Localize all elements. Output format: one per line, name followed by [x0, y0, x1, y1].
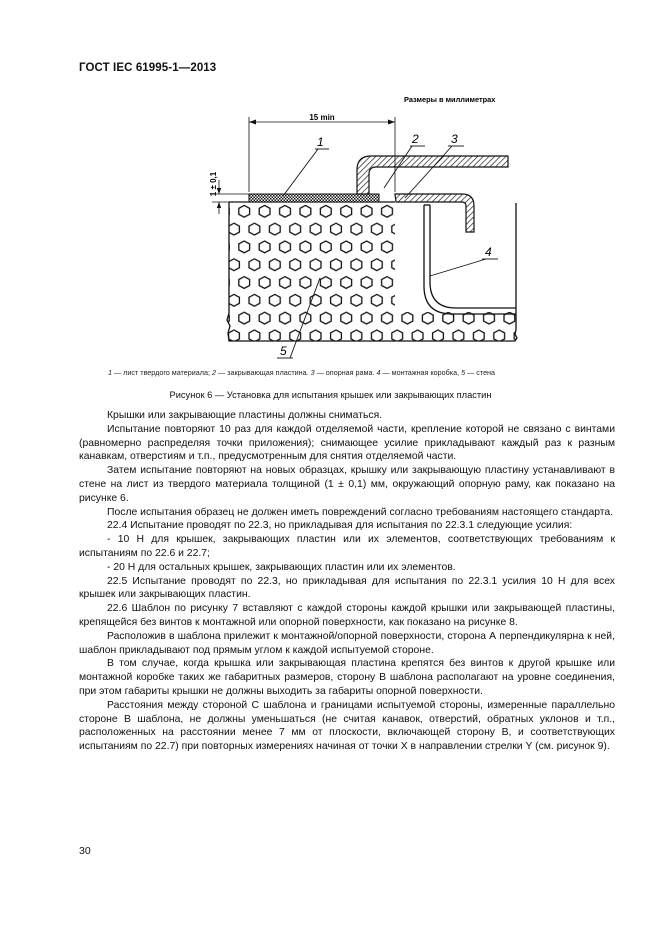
paragraph: Расстояния между стороной С шаблона и границами испытуемой стороны, измеренные параллельно стороне В шаблона, не должны уменьшаться (не считая канавок, отверстий, обратных уклонов и т.п., расположенных на расстоянии менее 7 мм от плоскости, включающей сторону В, и соответствующих испытаниям по 22.7) при повторных измерениях начиная от точки Х в направлении стрелки Y (см. рисунок 9). — [79, 699, 615, 753]
paragraph: Расположив в шаблона прилежит к монтажной/опорной поверхности, сторона А перпендикулярна к ней, шаблон прикладывают под прямым углом к каждой испытуемой стороне. — [79, 630, 615, 656]
paragraph: 22.6 Шаблон по рисунку 7 вставляют с каждой стороны каждой крышки или закрывающей пластины, крепящейся без винтов к монтажной или опорной поверхности, как показано на рисунке 8. — [79, 603, 615, 628]
paragraph: - 10 Н для крышек, закрывающих пластин или их элементов, соответствующих требованиям к испытаниям по 22.6 и 22.7; — [79, 534, 615, 559]
paragraph: - 20 Н для остальных крышек, закрывающих пластин или их элементов. — [107, 561, 456, 573]
legend-text-2: — закрывающая пластина. — [215, 368, 311, 377]
legend-num-5: 5 — [461, 368, 466, 377]
hard-material-sheet — [249, 194, 379, 202]
dimensions-note: Размеры в миллиметрах — [404, 95, 496, 104]
legend-num-1: 1 — [108, 368, 112, 377]
legend-text-4: — монтажная коробка, — [380, 368, 462, 377]
cover-plate — [357, 156, 508, 194]
dimension-width-label: 15 min — [309, 113, 335, 122]
dimension-thickness-label: 1 ± 0,1 — [209, 171, 218, 197]
legend-num-3: 3 — [310, 368, 315, 377]
figure-legend — [108, 368, 495, 377]
legend-num-4: 4 — [376, 368, 381, 377]
paragraph: В том случае, когда крышка или закрывающая пластина крепятся без винтов к другой крышке или монтажной коробке таких же габаритных размеров, сторону В шаблона располагают на уровне соединения, при этом габариты крышки не должны выходить за габариты опорной поверхности. — [79, 658, 615, 697]
page-number: 30 — [79, 845, 91, 857]
callout-2: 2 — [412, 132, 419, 146]
wall — [225, 200, 525, 345]
paragraph: 22.5 Испытание проводят по 22.3, но прикладывая для испытания по 22.3.1 усилия 10 Н для всех крышек или закрывающих пластин. — [79, 575, 615, 601]
figure-6-drawing — [0, 0, 661, 370]
figure-caption: Рисунок 6 — Установка для испытания крышек или закрывающих пластин — [169, 390, 492, 400]
document-header: ГОСТ IEC 61995-1—2013 — [79, 62, 217, 74]
body-text — [79, 409, 615, 754]
legend-text-1: — лист твердого материала; — [112, 368, 212, 377]
legend-num-2: 2 — [211, 368, 216, 377]
legend-text-3: — опорная рама. — [314, 368, 377, 377]
callout-4: 4 — [485, 245, 492, 259]
callout-1: 1 — [317, 135, 324, 149]
callout-3: 3 — [451, 132, 458, 146]
paragraph: Затем испытание повторяют на новых образцах, крышку или закрывающую пластину устанавливают в стене на лист из твердого материала толщиной (1 ± 0,1) мм, окружающий опорную раму, как показано на рисунке 6. — [79, 465, 615, 504]
paragraph: После испытания образец не должен иметь повреждений согласно требованиям настоящего стандарта. — [107, 506, 614, 518]
paragraph: 22.4 Испытание проводят по 22.3, но прикладывая для испытания по 22.3.1 следующие усилия: — [107, 520, 573, 532]
paragraph: Крышки или закрывающие пластины должны сниматься. — [107, 410, 383, 421]
paragraph: Испытание повторяют 10 раз для каждой отделяемой части, крепление которой не связано с винтами (равномерно распределяя точки приложения); снимающее усилие прикладывают каждый раз к разным канавкам, отверстиям и т.п., предусмотренным для снятия отделяемой части. — [79, 423, 615, 463]
legend-text-5: — стена — [465, 368, 496, 377]
callout-5: 5 — [280, 344, 287, 358]
